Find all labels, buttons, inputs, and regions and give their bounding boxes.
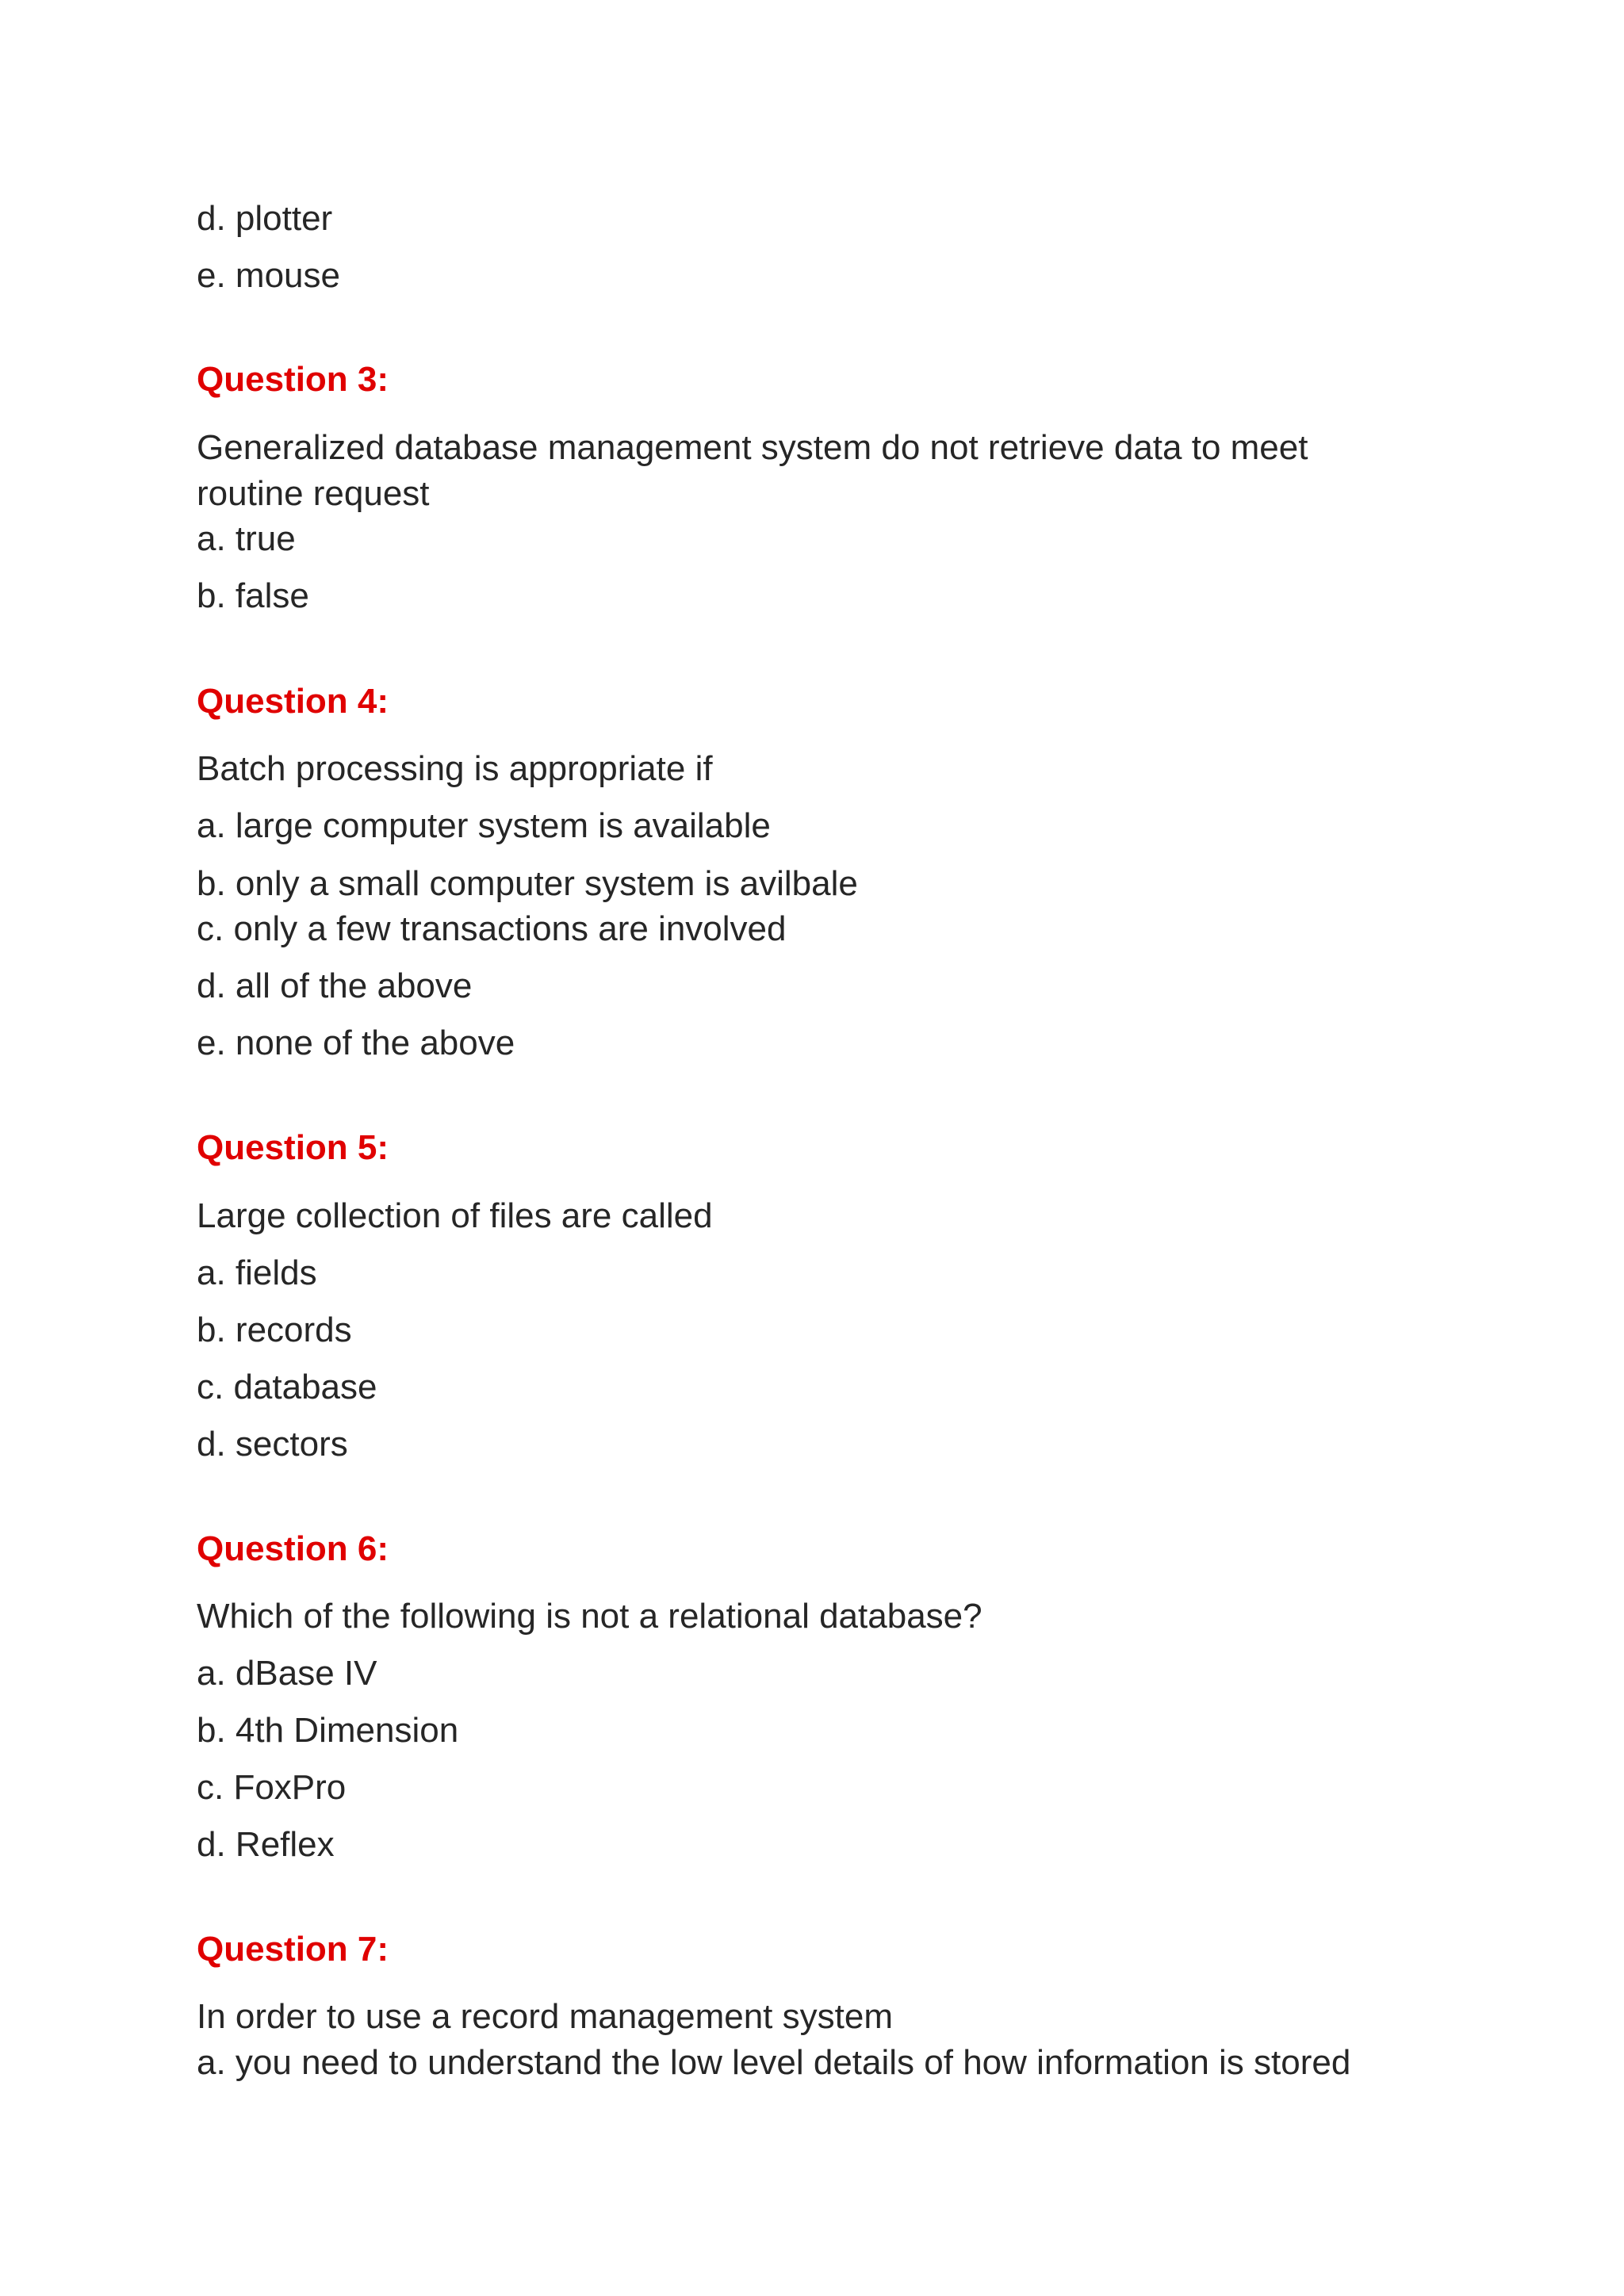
question-4-text-line-1: Batch processing is appropriate if [197,749,713,788]
question-5-option-a: a. fields [197,1253,317,1292]
question-5-heading: Question 5: [197,1128,389,1167]
question-6-option-c: c. FoxPro [197,1768,347,1807]
question-6-text-line-1: Which of the following is not a relational database? [197,1597,982,1636]
question-3-text-line-1: Generalized database management system do not retrieve data to meet [197,428,1308,467]
question-6-heading: Question 6: [197,1529,389,1568]
question-5-text-line-1: Large collection of files are called [197,1196,713,1235]
question-6-option-b: b. 4th Dimension [197,1711,459,1750]
question-4-option-c: c. only a few transactions are involved [197,909,787,948]
question-5-option-b: b. records [197,1311,352,1349]
continuation-option-d: d. plotter [197,199,333,238]
question-4-option-a: a. large computer system is available [197,806,771,845]
question-3-option-b: b. false [197,576,309,615]
question-5-option-d: d. sectors [197,1425,348,1464]
question-3-option-a: a. true [197,519,296,558]
question-5-option-c: c. database [197,1368,377,1406]
question-6-option-a: a. dBase IV [197,1654,377,1693]
question-7-heading: Question 7: [197,1930,389,1969]
continuation-option-e: e. mouse [197,256,340,295]
question-6-option-d: d. Reflex [197,1825,335,1864]
question-3-heading: Question 3: [197,360,389,399]
question-4-heading: Question 4: [197,682,389,721]
question-4-option-e: e. none of the above [197,1024,515,1062]
question-7-text-line-1: In order to use a record management system [197,1997,893,2036]
question-3-text-line-2: routine request [197,474,430,513]
question-4-option-d: d. all of the above [197,966,473,1005]
question-4-option-b: b. only a small computer system is avilbale [197,864,858,903]
question-7-option-a: a. you need to understand the low level details of how information is stored [197,2043,1351,2082]
